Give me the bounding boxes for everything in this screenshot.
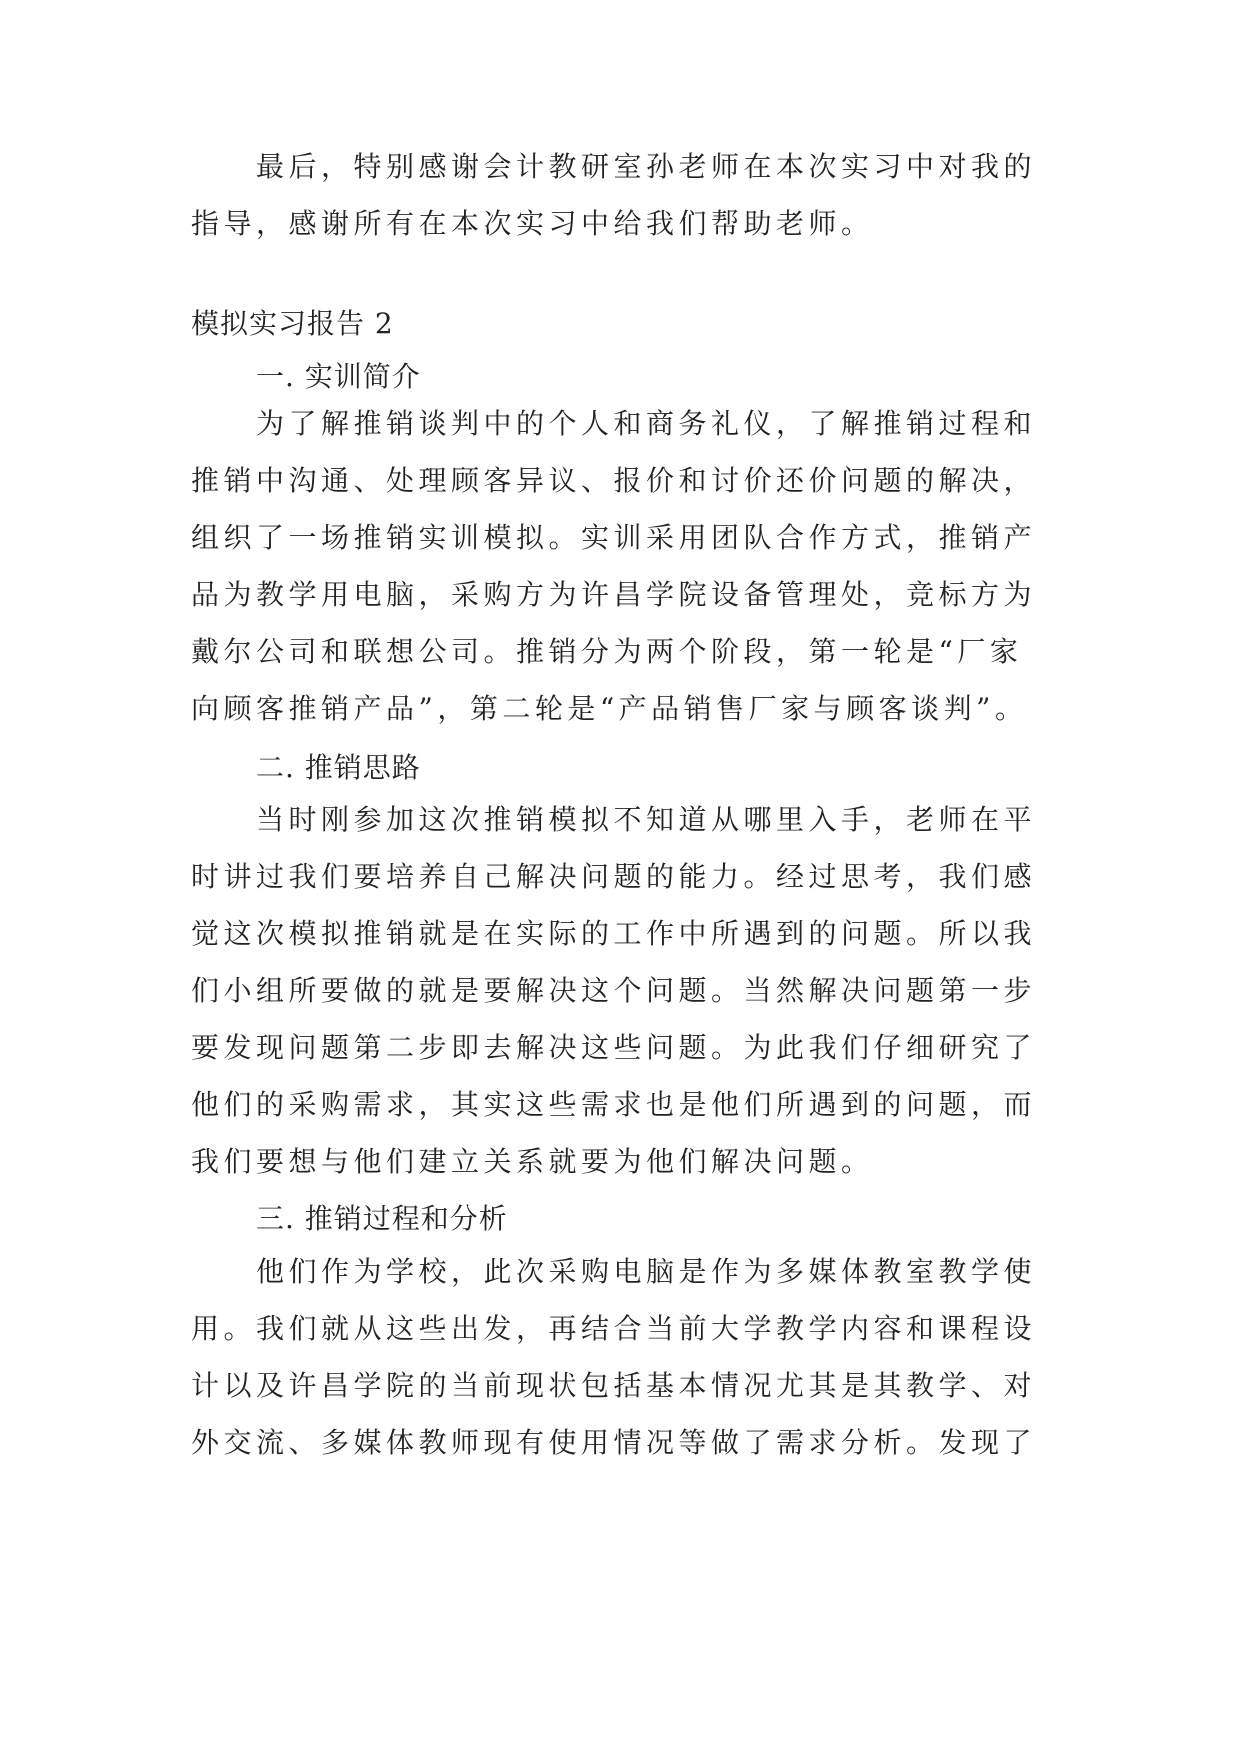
section3-heading-block bbox=[191, 1190, 1057, 1247]
paragraph-line: 用。我们就从这些出发，再结合当前大学教学内容和课程设 bbox=[191, 1312, 1037, 1345]
paragraph-line: 品为教学用电脑，采购方为许昌学院设备管理处，竞标方为 bbox=[191, 578, 1037, 611]
section-heading: 一. 实训简介 bbox=[256, 360, 421, 393]
section2-heading-block bbox=[191, 739, 1057, 796]
paragraph-line: 推销中沟通、处理顾客异议、报价和讨价还价问题的解决， bbox=[191, 464, 1037, 497]
paragraph-line: 当时刚参加这次推销模拟不知道从哪里入手，老师在平 bbox=[256, 803, 1037, 836]
paragraph-line: 指导，感谢所有在本次实习中给我们帮助老师。 bbox=[191, 207, 874, 240]
closing-paragraph bbox=[191, 138, 1057, 252]
section3-paragraph bbox=[191, 1243, 1057, 1471]
paragraph-line: 向顾客推销产品”，第二轮是“产品销售厂家与顾客谈判”。 bbox=[191, 692, 1028, 725]
section-heading: 二. 推销思路 bbox=[256, 751, 421, 784]
section1-paragraph bbox=[191, 395, 1057, 737]
paragraph-line: 时讲过我们要培养自己解决问题的能力。经过思考，我们感 bbox=[191, 860, 1037, 893]
paragraph-line: 觉这次模拟推销就是在实际的工作中所遇到的问题。所以我 bbox=[191, 917, 1037, 950]
section-heading: 三. 推销过程和分析 bbox=[256, 1202, 508, 1235]
paragraph-line: 计以及许昌学院的当前现状包括基本情况尤其是其教学、对 bbox=[191, 1369, 1037, 1402]
report-title-block bbox=[191, 295, 1057, 352]
paragraph-line: 要发现问题第二步即去解决这些问题。为此我们仔细研究了 bbox=[191, 1031, 1037, 1064]
paragraph-line: 最后，特别感谢会计教研室孙老师在本次实习中对我的 bbox=[256, 150, 1037, 183]
paragraph-line: 为了解推销谈判中的个人和商务礼仪，了解推销过程和 bbox=[256, 407, 1037, 440]
paragraph-line: 组织了一场推销实训模拟。实训采用团队合作方式，推销产 bbox=[191, 521, 1037, 554]
paragraph-line: 他们的采购需求，其实这些需求也是他们所遇到的问题，而 bbox=[191, 1088, 1037, 1121]
paragraph-line: 外交流、多媒体教师现有使用情况等做了需求分析。发现了 bbox=[191, 1426, 1037, 1459]
paragraph-line: 我们要想与他们建立关系就要为他们解决问题。 bbox=[191, 1145, 874, 1178]
paragraph-line: 他们作为学校，此次采购电脑是作为多媒体教室教学使 bbox=[256, 1255, 1037, 1288]
paragraph-line: 戴尔公司和联想公司。推销分为两个阶段，第一轮是“厂家 bbox=[191, 635, 1023, 668]
section2-paragraph bbox=[191, 791, 1057, 1190]
paragraph-line: 们小组所要做的就是要解决这个问题。当然解决问题第一步 bbox=[191, 974, 1037, 1007]
report-title: 模拟实习报告 2 bbox=[191, 307, 394, 340]
